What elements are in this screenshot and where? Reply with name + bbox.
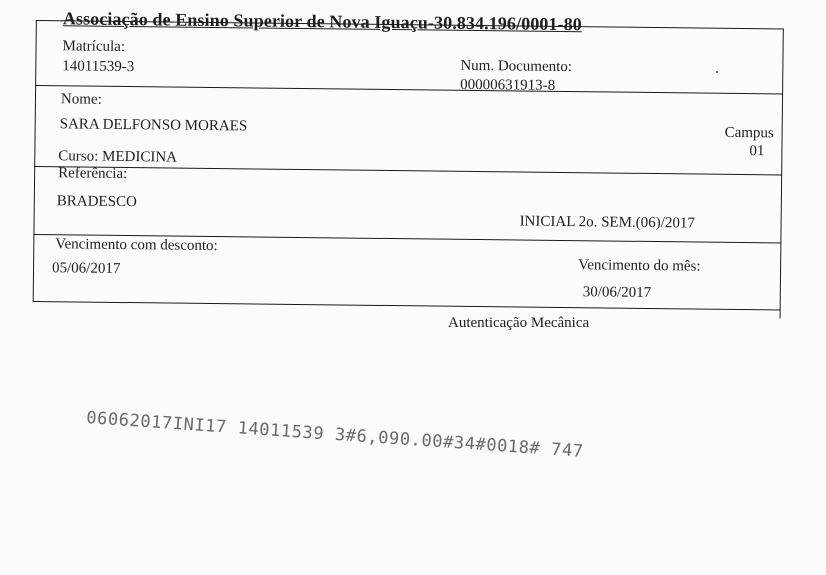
referencia-value: BRADESCO [56, 193, 137, 211]
campus-value: 01 [749, 143, 765, 160]
nome-value: SARA DELFONSO MORAES [59, 116, 248, 135]
payment-slip [33, 8, 784, 316]
num-documento-label: Num. Documento: [460, 57, 573, 76]
matricula-value: 14011539-3 [62, 58, 135, 76]
nome-label: Nome: [60, 91, 102, 108]
row-divider-1 [35, 85, 783, 95]
scan-speck [716, 71, 718, 73]
matricula-label: Matrícula: [62, 38, 126, 56]
vencimento-mes-value: 30/06/2017 [582, 284, 652, 301]
vencimento-desconto-value: 05/06/2017 [51, 260, 121, 277]
bottom-border [33, 301, 781, 311]
vencimento-desconto-label: Vencimento com desconto: [55, 236, 218, 255]
left-border [33, 20, 37, 301]
institution-title: Associação de Ensino Superior de Nova Iguaçu-30.834.196/0001-80 [62, 8, 582, 35]
num-documento-value: 00000631913-8 [460, 76, 556, 94]
referencia-period: INICIAL 2o. SEM.(06)/2017 [519, 213, 695, 232]
curso-text: Curso: MEDICINA [58, 148, 178, 166]
referencia-label: Referência: [58, 165, 128, 183]
autenticacao-label: Autenticação Mecânica [448, 315, 590, 331]
row-divider-2 [34, 166, 782, 176]
campus-label: Campus [724, 124, 774, 142]
vencimento-mes-label: Vencimento do mês: [578, 257, 701, 275]
mechanical-authentication-code: 06062017INI17 14011539 3#6,090.00#34#0018# 747 [85, 408, 585, 462]
